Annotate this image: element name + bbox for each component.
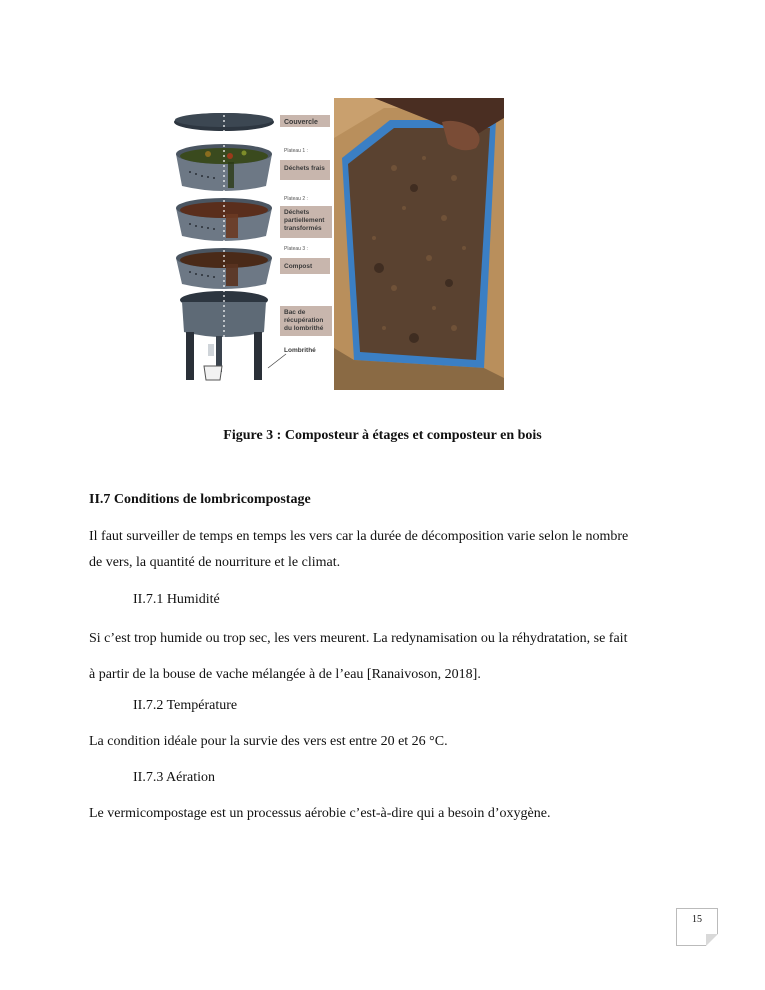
subheading-temperature: II.7.2 Température <box>133 698 238 713</box>
page-number: 15 <box>692 914 702 925</box>
subheading-humidite: II.7.1 Humidité <box>133 592 220 607</box>
humidite-line-2: à partir de la bouse de vache mélangée à de l’eau [Ranaivoson, 2018]. <box>89 667 481 682</box>
label-dechets-partiels-3: transformés <box>284 225 322 232</box>
aeration-paragraph: Le vermicompostage est un processus aérobie c’est-à-dire qui a besoin d’oxygène. <box>89 806 551 821</box>
subheading-aeration: II.7.3 Aération <box>133 770 216 785</box>
label-plateau-2: Plateau 2 : <box>284 196 308 202</box>
cup <box>204 366 222 380</box>
label-dechets-frais: Déchets frais <box>284 165 325 172</box>
humidite-paragraph <box>89 621 689 693</box>
section-heading: II.7 Conditions de lombricompostage <box>89 492 311 507</box>
leg <box>186 332 194 380</box>
tiered-composter-diagram <box>168 96 334 392</box>
label-dechets-partiels-1: Déchets <box>284 209 310 216</box>
intro-line-2: de vers, la quantité de nourriture et le climat. <box>89 555 341 570</box>
label-compost: Compost <box>284 263 313 270</box>
compost-material <box>348 128 490 360</box>
page-curl <box>706 934 718 946</box>
tap <box>208 344 214 356</box>
label-dechets-partiels-2: partiellement <box>284 217 325 224</box>
figure-caption: Figure 3 : Composteur à étages et composteur en bois <box>223 428 542 443</box>
humidite-line-1: Si c’est trop humide ou trop sec, les vers meurent. La redynamisation ou la réhydratation, se fait <box>89 631 628 646</box>
page-number-box <box>676 908 718 946</box>
figure-3 <box>168 96 504 392</box>
label-plateau-3: Plateau 3 : <box>284 246 308 252</box>
label-lombrithe: Lombrithé <box>284 347 316 354</box>
label-plateau-1: Plateau 1 : <box>284 148 308 154</box>
label-bac-2: récupération <box>284 317 324 324</box>
label-bac-3: du lombrithé <box>284 325 324 332</box>
label-bac-1: Bac de <box>284 309 306 316</box>
label-couvercle: Couvercle <box>284 119 318 126</box>
wooden-composter-photo <box>334 98 504 390</box>
intro-paragraph <box>89 524 689 576</box>
leg <box>254 332 262 380</box>
intro-line-1: Il faut surveiller de temps en temps les vers car la durée de décomposition varie selon le nombre <box>89 529 629 544</box>
temperature-paragraph: La condition idéale pour la survie des vers est entre 20 et 26 °C. <box>89 734 448 749</box>
